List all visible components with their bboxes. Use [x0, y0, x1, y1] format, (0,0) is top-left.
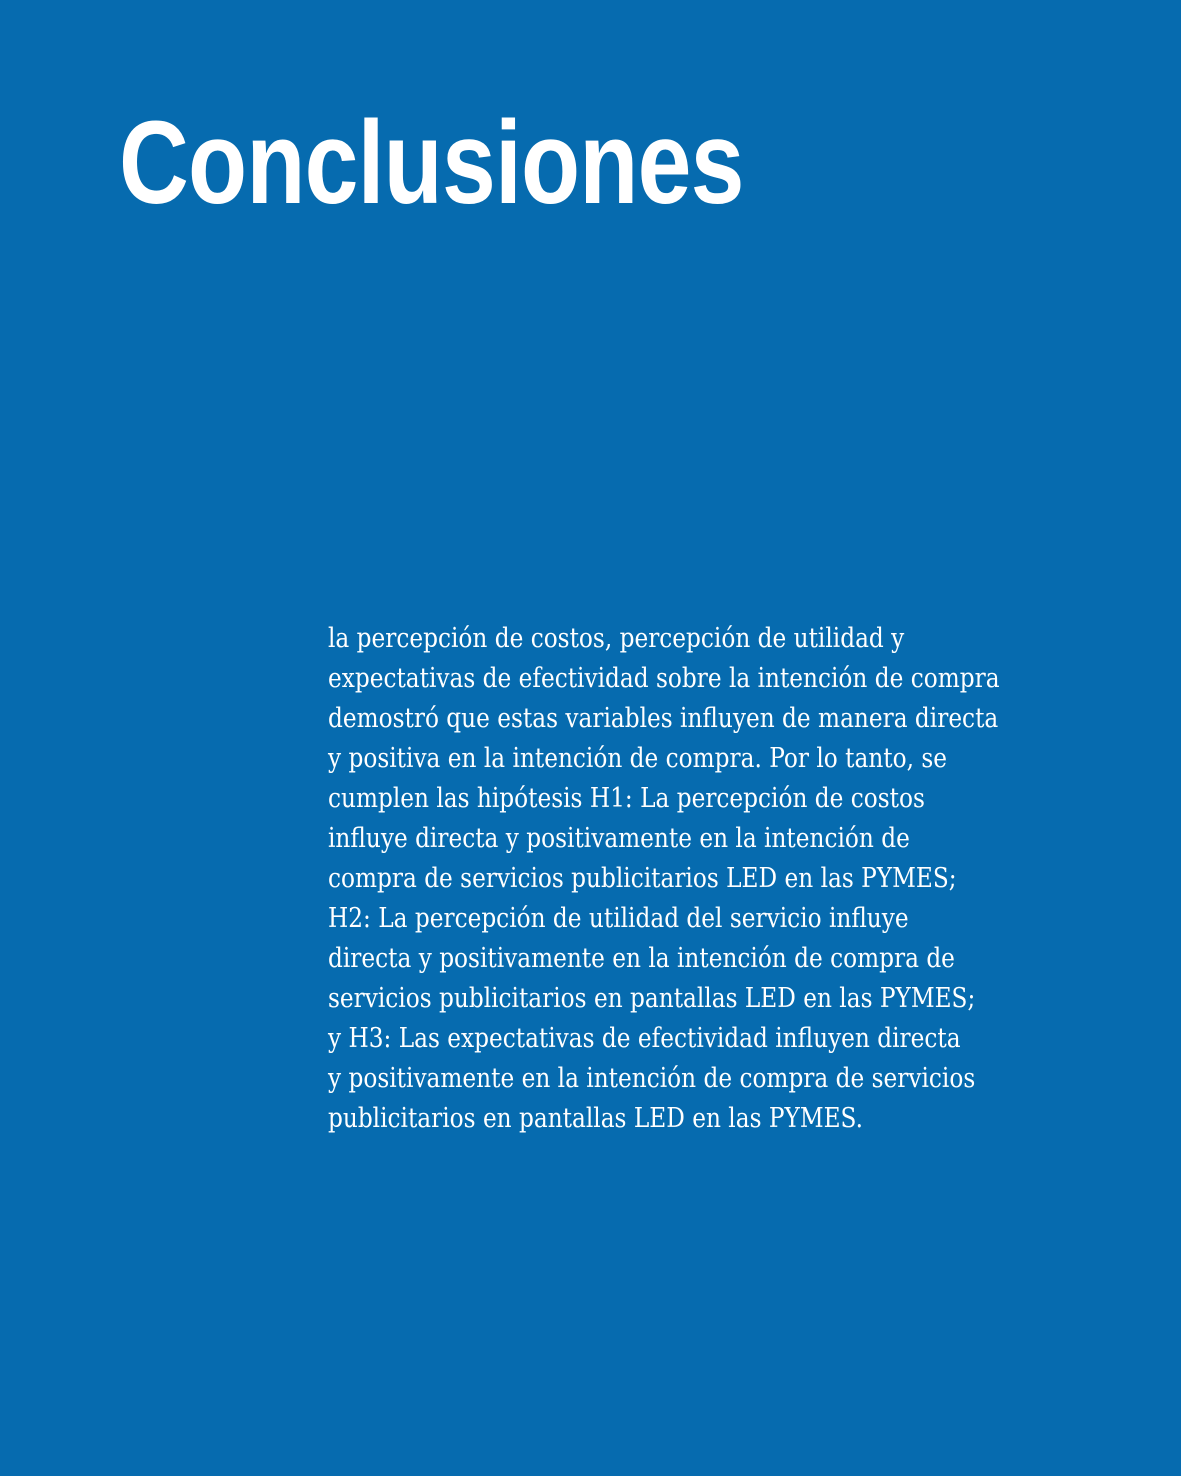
- paragraph-line: compra de servicios publicitarios LED en las PYMES;: [328, 863, 957, 894]
- paragraph-line: publicitarios en pantallas LED en las PYMES.: [328, 1103, 864, 1134]
- paragraph-line: influye directa y positivamente en la intención de: [328, 823, 910, 854]
- paragraph-line: servicios publicitarios en pantallas LED en las PYMES;: [328, 983, 976, 1014]
- paragraph-line: demostró que estas variables influyen de manera directa: [328, 703, 999, 734]
- paragraph-line: la percepción de costos, percepción de utilidad y: [328, 623, 905, 654]
- paragraph-line: y positiva en la intención de compra. Por lo tanto, se: [328, 743, 948, 774]
- paragraph-line: y positivamente en la intención de compra de servicios: [328, 1063, 976, 1094]
- conclusion-paragraph: [328, 619, 1068, 1139]
- page-title: Conclusiones: [119, 97, 744, 229]
- paragraph-line: cumplen las hipótesis H1: La percepción de costos: [328, 783, 925, 814]
- paragraph-line: y H3: Las expectativas de efectividad influyen directa: [328, 1023, 961, 1054]
- paragraph-line: directa y positivamente en la intención de compra de: [328, 943, 955, 974]
- paragraph-line: expectativas de efectividad sobre la intención de compra: [328, 663, 1000, 694]
- paragraph-line: H2: La percepción de utilidad del servicio influye: [328, 903, 909, 934]
